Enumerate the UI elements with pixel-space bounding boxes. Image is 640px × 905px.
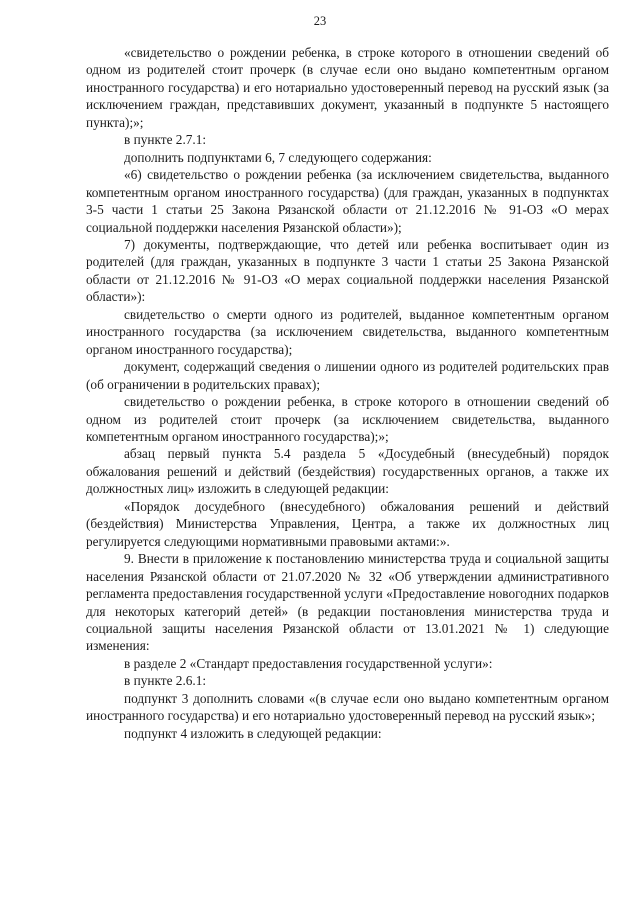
page-number: 23 [313, 14, 327, 28]
document-body [86, 44, 609, 742]
paragraph: подпункт 3 дополнить словами «(в случае если оно выдано компетентным органом иностранного государства) и его нотариально удостоверенный перевод на русский язык»; [86, 690, 609, 724]
paragraph: «Порядок досудебного (внесудебного) обжалования решений и действий (бездействия) Министерства Управления, Центра, а также их должностных лиц регулируется следующими нормативными правовыми актами:». [86, 498, 609, 549]
paragraph: в пункте 2.7.1: [124, 132, 207, 148]
paragraph: «свидетельство о рождении ребенка, в строке которого в отношении сведений об одном из родителей стоит прочерк (в случае если оно выдано компетентным органом иностранного государства) и его нотариально удостоверенный перевод на русский язык (за исключением граждан, представивших документ, указанный в подпункте 5 настоящего пункта);»; [86, 45, 609, 130]
paragraph: дополнить подпунктами 6, 7 следующего содержания: [124, 149, 432, 165]
paragraph: подпункт 4 изложить в следующей редакции: [124, 725, 382, 741]
paragraph: «6) свидетельство о рождении ребенка (за исключением свидетельства, выданного компетентным органом иностранного государства) (для граждан, указанных в подпунктах 3-5 части 1 статьи 25 Закона Рязанской области от 21.12.2016 № 91-ОЗ «О мерах социальной поддержки населения Рязанской области»); [86, 167, 609, 235]
paragraph: свидетельство о рождении ребенка, в строке которого в отношении сведений об одном из родителей стоит прочерк (за исключением свидетельства, выданного компетентным органом иностранного государства);»; [86, 394, 609, 444]
paragraph: свидетельство о смерти одного из родителей, выданное компетентным органом иностранного государства (за исключением свидетельства, выданного компетентным органом иностранного государства); [86, 306, 609, 357]
paragraph: в разделе 2 «Стандарт предоставления государственной услуги»: [124, 655, 493, 671]
paragraph: 9. Внести в приложение к постановлению министерства труда и социальной защиты населения Рязанской области от 21.07.2020 № 32 «Об утверждении административного регламента предоставления государственной услуги «Предоставление новогодних подарков для некоторых категорий детей» (в редакции постановления министерства труда и социальной защиты населения Рязанской области от 13.01.2021 № 1) следующие изменения: [86, 551, 609, 654]
paragraph: документ, содержащий сведения о лишении одного из родителей родительских прав (об ограничении в родительских правах); [86, 359, 609, 392]
paragraph: абзац первый пункта 5.4 раздела 5 «Досудебный (внесудебный) порядок обжалования решений и действий (бездействия) государственных органов, а также их должностных лиц» изложить в следующей редакции: [86, 446, 609, 497]
paragraph: в пункте 2.6.1: [124, 673, 207, 689]
paragraph: 7) документы, подтверждающие, что детей или ребенка воспитывает один из родителей (для граждан, указанных в подпункте 3 части 1 статьи 25 Закона Рязанской области от 21.12.2016 № 91-ОЗ «О мерах социальной поддержки населения Рязанской области»): [86, 236, 609, 305]
